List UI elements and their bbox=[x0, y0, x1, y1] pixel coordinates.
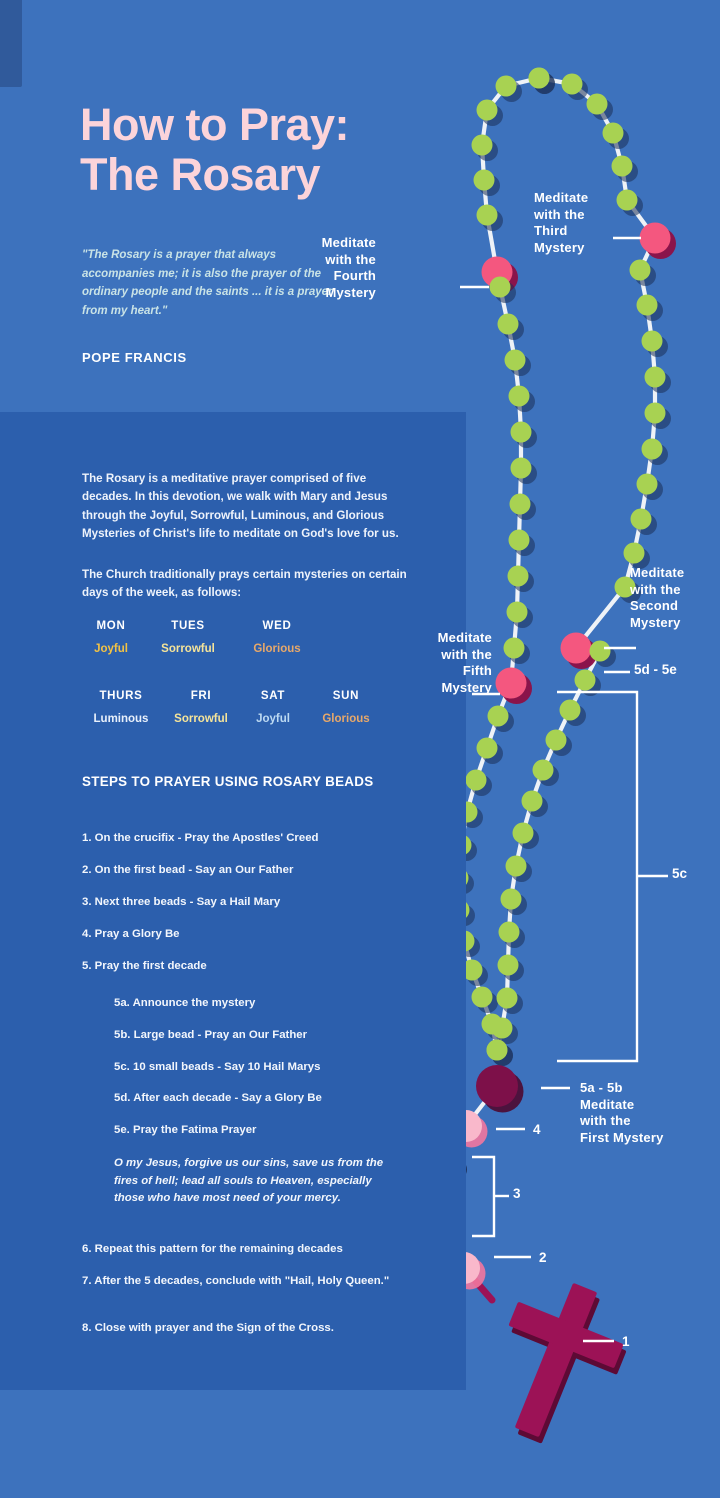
day-label: WED bbox=[262, 620, 292, 632]
label-line: Meditate bbox=[630, 565, 685, 580]
label-first-mystery bbox=[580, 1080, 664, 1147]
label-line: Meditate bbox=[437, 630, 492, 645]
title-line-1: How to Pray: bbox=[80, 99, 350, 150]
label-5c: 5c bbox=[672, 866, 688, 881]
schedule-cell-sun bbox=[306, 690, 386, 725]
label-line: Mystery bbox=[325, 284, 376, 300]
label-line: Third bbox=[534, 223, 568, 239]
label-line: Meditate bbox=[534, 190, 589, 205]
schedule-cell-tues bbox=[142, 620, 234, 655]
label-line: with the bbox=[580, 1113, 631, 1129]
mystery-label: Sorrowful bbox=[174, 713, 228, 725]
substep-item-c: 5c. 10 small beads - Say 10 Hail Marys bbox=[114, 1061, 321, 1073]
label-line: with the bbox=[630, 581, 681, 597]
label-line: First Mystery bbox=[580, 1129, 664, 1145]
label-line: Fifth bbox=[462, 663, 492, 679]
mystery-label: Sorrowful bbox=[161, 643, 215, 655]
schedule-cell-thurs bbox=[80, 690, 162, 725]
step-item-4: 4. Pray a Glory Be bbox=[82, 928, 180, 940]
step-item-1: 1. On the crucifix - Pray the Apostles' Creed bbox=[82, 832, 319, 844]
label-line: with the bbox=[441, 646, 492, 662]
label-line: Meditate bbox=[580, 1096, 635, 1112]
label-line: 5a - 5b bbox=[580, 1080, 623, 1095]
label-line: with the bbox=[325, 251, 376, 267]
mystery-label: Joyful bbox=[256, 713, 290, 725]
day-label: TUES bbox=[171, 620, 205, 632]
pope-quote: "The Rosary is a prayer that always accompanies me; it is also the prayer of the ordinary people and the saints ... it is a prayer from my heart." bbox=[82, 249, 333, 317]
mystery-label: Joyful bbox=[94, 643, 128, 655]
quote-attribution: POPE FRANCIS bbox=[82, 350, 187, 365]
substep-item-b: 5b. Large bead - Pray an Our Father bbox=[114, 1029, 308, 1041]
step-item-8: 8. Close with prayer and the Sign of the Cross. bbox=[82, 1322, 334, 1334]
schedule-cell-mon bbox=[80, 620, 142, 655]
label-line: Meditate bbox=[321, 235, 376, 250]
mystery-label: Luminous bbox=[93, 713, 149, 725]
mystery-label: Glorious bbox=[253, 643, 301, 655]
page-title bbox=[80, 100, 460, 201]
day-label: FRI bbox=[190, 690, 212, 702]
label-third-mystery bbox=[534, 190, 588, 257]
mystery-schedule-row-1 bbox=[80, 620, 320, 655]
mystery-label: Glorious bbox=[322, 713, 370, 725]
label-line: Mystery bbox=[441, 679, 492, 695]
label-step-3: 3 bbox=[513, 1186, 521, 1201]
substep-item-a: 5a. Announce the mystery bbox=[114, 997, 256, 1009]
label-line: with the bbox=[534, 206, 585, 222]
day-label: THURS bbox=[99, 690, 143, 702]
label-5d-5e: 5d - 5e bbox=[634, 662, 677, 677]
step-item-2: 2. On the first bead - Say an Our Father bbox=[82, 864, 294, 876]
label-fifth-mystery bbox=[438, 630, 492, 697]
day-label: MON bbox=[96, 620, 126, 632]
label-line: Mystery bbox=[534, 239, 585, 255]
schedule-cell-wed bbox=[234, 620, 320, 655]
intro-paragraph-1: The Rosary is a meditative prayer comprised of five decades. In this devotion, we walk with Mary and Jesus through the Joyful, Sorrowful, Luminous, and Glorious Mysteries of Christ's life to meditate on God's love for us. bbox=[82, 472, 399, 540]
label-fourth-mystery bbox=[322, 235, 376, 302]
fatima-prayer-text: O my Jesus, forgive us our sins, save us from the fires of hell; lead all souls to Heaven, especially those who have most need of your mercy. bbox=[114, 1157, 384, 1205]
schedule-cell-fri bbox=[162, 690, 240, 725]
substep-item-e: 5e. Pray the Fatima Prayer bbox=[114, 1124, 257, 1136]
label-second-mystery bbox=[630, 565, 684, 632]
step-item-6: 6. Repeat this pattern for the remaining decades bbox=[82, 1243, 343, 1255]
label-line: Mystery bbox=[630, 614, 681, 630]
title-line-2: The Rosary bbox=[80, 149, 321, 201]
step-item-3: 3. Next three beads - Say a Hail Mary bbox=[82, 896, 281, 908]
schedule-cell-sat bbox=[240, 690, 306, 725]
label-line: Second bbox=[630, 598, 679, 614]
day-label: SAT bbox=[260, 690, 286, 702]
step-item-7: 7. After the 5 decades, conclude with "Hail, Holy Queen." bbox=[82, 1275, 390, 1287]
step-item-5: 5. Pray the first decade bbox=[82, 960, 207, 972]
label-step-4: 4 bbox=[533, 1122, 541, 1137]
label-step-2: 2 bbox=[539, 1250, 547, 1265]
intro-paragraph-2: The Church traditionally prays certain mysteries on certain days of the week, as follows: bbox=[82, 568, 407, 600]
steps-heading: STEPS TO PRAYER USING ROSARY BEADS bbox=[82, 774, 374, 789]
substep-item-d: 5d. After each decade - Say a Glory Be bbox=[114, 1092, 322, 1104]
label-step-1: 1 bbox=[622, 1334, 630, 1349]
day-label: SUN bbox=[332, 690, 360, 702]
label-line: Fourth bbox=[333, 268, 376, 284]
mystery-schedule-row-2 bbox=[80, 690, 386, 725]
